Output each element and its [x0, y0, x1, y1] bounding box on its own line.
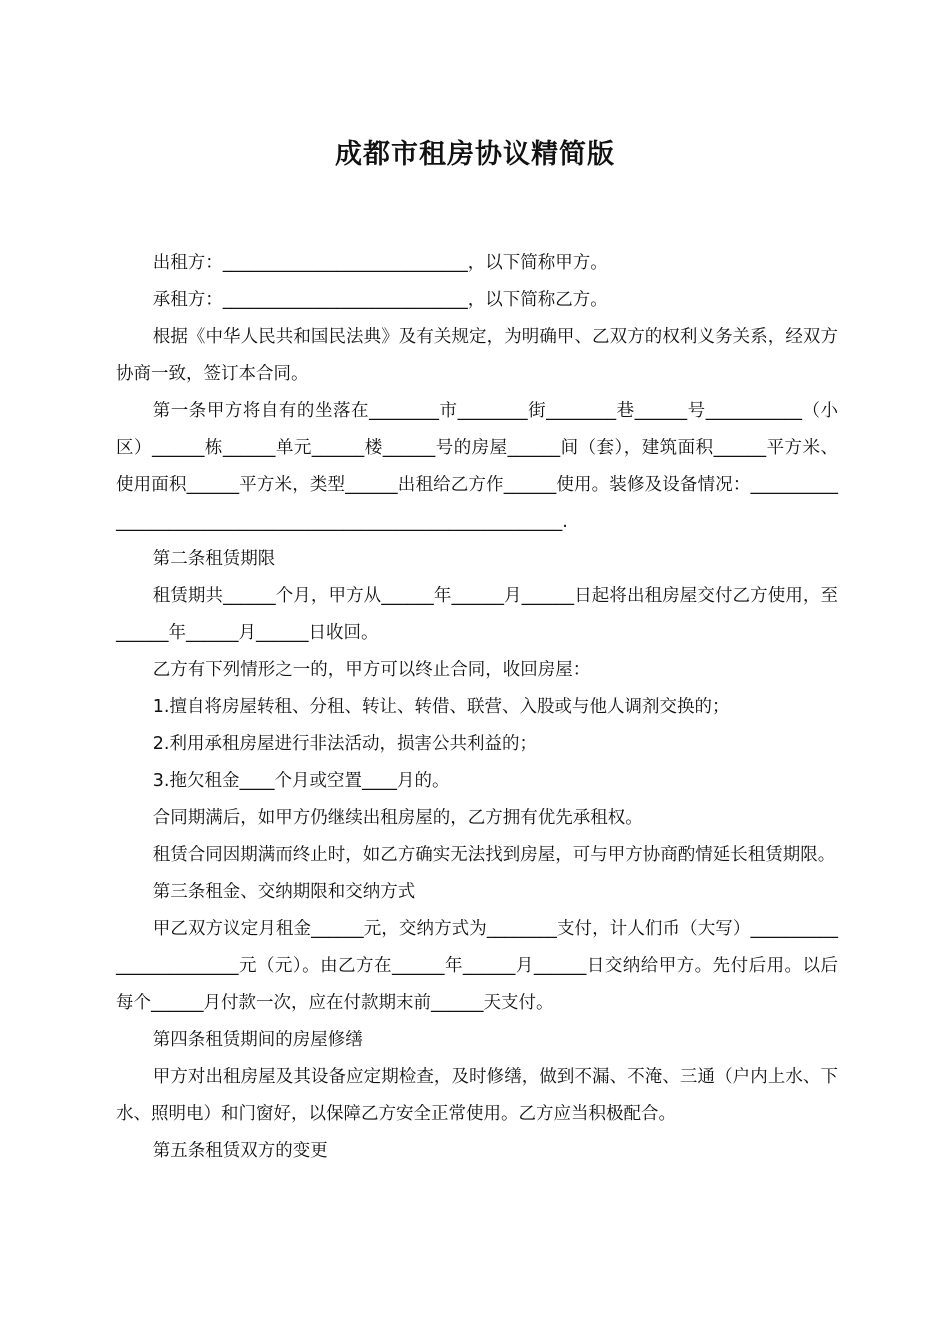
termination-intro: 乙方有下列情形之一的，甲方可以终止合同，收回房屋：	[152, 660, 591, 680]
lessor-line: 出租方：____________________________，以下简称甲方。	[152, 253, 608, 273]
article-5-heading: 第五条租赁双方的变更	[152, 1141, 328, 1161]
article-2-heading: 第二条租赁期限	[152, 549, 276, 569]
article-4-heading: 第四条租赁期间的房屋修缮	[152, 1030, 363, 1050]
repair-paragraph: 甲方对出租房屋及其设备应定期检查，及时修缮，做到不漏、不淹、三通（户内上水、下水、照明电）和门窗好，以保障乙方安全正常使用。乙方应当积极配合。	[116, 1067, 838, 1124]
contract-body	[116, 245, 838, 1170]
lease-term-paragraph: 租赁期共______个月，甲方从______年______月______日起将出租房屋交付乙方使用，至______年______月______日收回。	[116, 586, 838, 643]
document-title: 成都市租房协议精简版	[335, 139, 615, 170]
termination-item-2: 2.利用承租房屋进行非法活动，损害公共利益的；	[152, 734, 537, 754]
preamble-paragraph: 根据《中华人民共和国民法典》及有关规定，为明确甲、乙双方的权利义务关系，经双方协商一致，签订本合同。	[116, 327, 838, 384]
lessee-line: 承租方：____________________________，以下简称乙方。	[152, 290, 608, 310]
rent-payment-paragraph: 甲乙双方议定月租金______元，交纳方式为________支付，计人们币（大写）________________________元（元）。由乙方在______年______月______日交纳给甲方。先付后用。以后每个______月付款一次，应在付款期末前______天支付。	[116, 919, 838, 1013]
article-1-paragraph: 第一条甲方将自有的坐落在________市________街________巷______号___________（小区）______栋______单元______楼______号的房屋______间（套），建筑面积______平方米、使用面积______平方米，类型______出租给乙方作______使用。装修及设备情况：_____________________________________________________________.	[116, 401, 838, 532]
termination-item-3: 3.拖欠租金____个月或空置____月的。	[152, 771, 450, 791]
article-3-heading: 第三条租金、交纳期限和交纳方式	[152, 882, 416, 902]
termination-item-1: 1.擅自将房屋转租、分租、转让、转借、联营、入股或与他人调剂交换的；	[152, 697, 730, 717]
priority-renewal-paragraph: 合同期满后，如甲方仍继续出租房屋的，乙方拥有优先承租权。	[152, 808, 643, 828]
extension-paragraph: 租赁合同因期满而终止时，如乙方确实无法找到房屋，可与甲方协商酌情延长租赁期限。	[152, 845, 836, 865]
